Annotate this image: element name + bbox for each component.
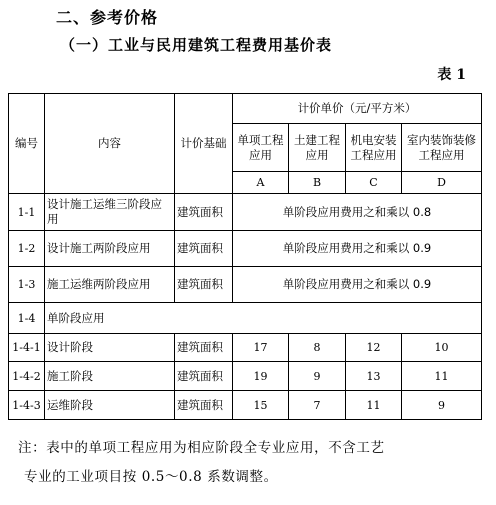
row-value-a: 19 [233,362,289,391]
header-col-b: 土建工程应用 [289,124,346,172]
row-value-d: 11 [402,362,482,391]
note-line-1: 注：表中的单项工程应用为相应阶段全专业应用，不含工艺 [18,440,385,456]
row-content: 设计施工两阶段应用 [45,231,175,267]
header-content: 内容 [45,94,175,194]
table-row [9,303,482,334]
row-basis: 建筑面积 [175,267,233,303]
row-code: 1-2 [9,231,45,267]
row-value-c: 11 [346,391,402,420]
row-value-b: 9 [289,362,346,391]
header-basis: 计价基础 [175,94,233,194]
row-basis: 建筑面积 [175,391,233,420]
header-col-c: 机电安装工程应用 [346,124,402,172]
table-subtitle: （一）工业与民用建筑工程费用基价表 [60,36,333,54]
row-content: 施工阶段 [45,362,175,391]
row-code: 1-4 [9,303,45,334]
header-letter-a: A [233,172,289,194]
table-row [9,194,482,231]
row-value-d: 9 [402,391,482,420]
section-title: 二、参考价格 [56,8,159,27]
row-basis: 建筑面积 [175,362,233,391]
row-merged-price: 单阶段应用费用之和乘以 0.9 [233,231,482,267]
table-row [9,362,482,391]
row-code: 1-4-1 [9,334,45,362]
row-content: 施工运维两阶段应用 [45,267,175,303]
row-value-a: 17 [233,334,289,362]
header-unit-price: 计价单价（元/平方米） [233,94,482,124]
row-merged-price: 单阶段应用费用之和乘以 0.8 [233,194,482,231]
header-row-1 [9,94,482,124]
header-col-a: 单项工程应用 [233,124,289,172]
header-col-d: 室内装饰装修工程应用 [402,124,482,172]
row-basis: 建筑面积 [175,194,233,231]
row-code: 1-1 [9,194,45,231]
row-value-c: 13 [346,362,402,391]
row-value-a: 15 [233,391,289,420]
table-row [9,391,482,420]
row-value-d: 10 [402,334,482,362]
row-content: 设计施工运维三阶段应用 [45,194,175,231]
header-code: 编号 [9,94,45,194]
row-merged-price: 单阶段应用费用之和乘以 0.9 [233,267,482,303]
row-code: 1-3 [9,267,45,303]
row-value-b: 8 [289,334,346,362]
row-basis: 建筑面积 [175,334,233,362]
row-basis: 建筑面积 [175,231,233,267]
row-content: 单阶段应用 [45,303,482,334]
header-letter-c: C [346,172,402,194]
table-row [9,334,482,362]
row-content: 运维阶段 [45,391,175,420]
table-row [9,231,482,267]
table-row [9,267,482,303]
row-value-c: 12 [346,334,402,362]
row-content: 设计阶段 [45,334,175,362]
table-note [18,434,488,492]
row-code: 1-4-2 [9,362,45,391]
table-number: 表 1 [437,67,466,83]
price-table [8,93,482,420]
note-line-2: 专业的工业项目按 0.5～0.8 系数调整。 [24,469,278,485]
header-letter-b: B [289,172,346,194]
row-value-b: 7 [289,391,346,420]
row-code: 1-4-3 [9,391,45,420]
header-letter-d: D [402,172,482,194]
